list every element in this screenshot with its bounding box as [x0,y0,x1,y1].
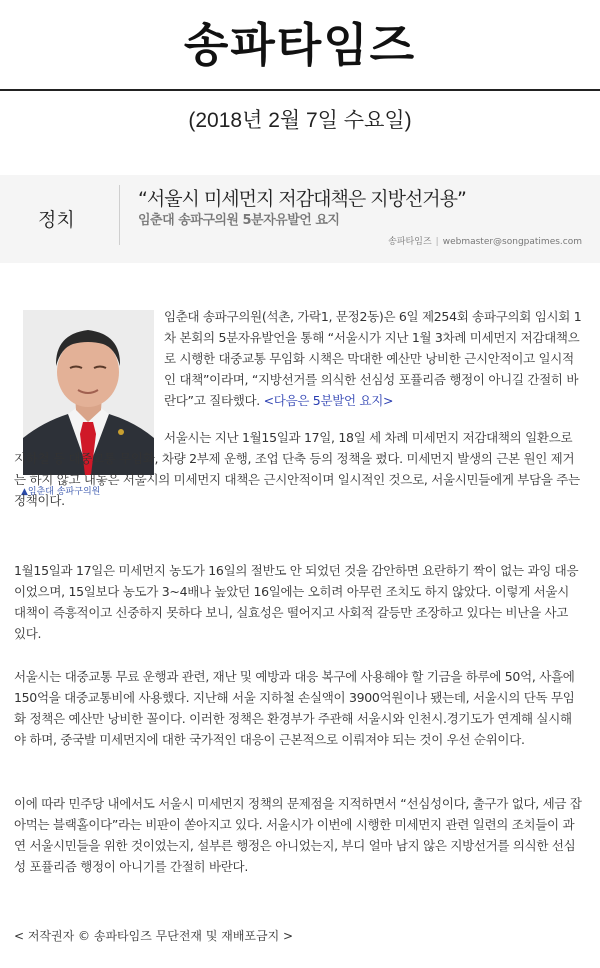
byline [388,234,582,247]
issue-date: (2018년 2월 7일 수요일) [188,109,412,132]
byline-name: 송파타임즈 [388,237,432,247]
byline-separator: | [435,237,439,247]
header-divider [119,185,120,245]
paragraph-3: 1월15일과 17일은 미세먼지 농도가 16일의 절반도 안 되었던 것을 감안하면 요란하기 짝이 없는 과잉 대응이었으며, 15일보다 농도가 3~4배나 높았던 16일에는 오히려 아무런 조치도 하지 않았다. 이렇게 서울시 대책이 즉흥적이고 신중하지 못하다 보니, 실효성은 떨어지고 사회적 갈등만 조장하고 있다는 비난을 사고 있다. [14,563,579,641]
paragraph-2: 서울시는 지난 1월15일과 17일, 18일 세 차례 미세먼지 저감대책의 일환으로 지하철 등 대중교통 무임화, 차량 2부제 운행, 조업 단축 등의 정책을 폈다. 미세먼지 발생의 근본 원인 제거는 하지 않고 내놓은 서울시의 미세먼지 대책은 근시안적이며 일시적인 것으로, 서울시민들에게 부담을 주는 정책이다. [14,430,580,508]
paragraph-5: 이에 따라 민주당 내에서도 서울시 미세먼지 정책의 문제점을 지적하면서 “선심성이다, 출구가 없다, 세금 잡아먹는 블랙홀이다”라는 비판이 쏟아지고 있다. 서울시가 이번에 시행한 미세먼지 관련 일련의 조치들이 과연 서울시민들을 위한 것이었는지, 설부른 행정은 아니었는지, 부디 얼마 남지 않은 지방선거를 의식한 선심성 포퓰리즘 행정이 아니기를 간절히 바란다. [14,796,582,874]
paragraph-4: 서울시는 대중교통 무료 운행과 관련, 재난 및 예방과 대응 복구에 사용해야 할 기금을 하루에 50억, 사흘에 150억을 대중교통비에 사용했다. 지난해 서울 지하철 손실액이 3900억원이나 됐는데, 서울시의 단독 무임화 정책은 예산만 낭비한 꼴이다. 이러한 정책은 환경부가 주관해 서울시와 인천시.경기도가 연계해 실시해야 하며, 중국발 미세먼지에 대한 국가적인 대응이 근본적으로 이뤄져야 되는 것이 우선 순위이다. [14,669,575,747]
masthead [0,0,600,90]
masthead-rule [0,89,600,91]
subheadline: 임춘대 송파구의원 5분자유발언 요지 [138,213,340,228]
byline-email[interactable]: webmaster@songpatimes.com [442,237,582,247]
section-label: 정치 [38,209,75,231]
copyright-notice: < 저작권자 © 송파타임즈 무단전재 및 재배포금지 > [14,929,294,943]
site-logo-title[interactable]: 송파타임즈 [183,18,417,72]
headline: “서울시 미세먼지 저감대책은 지방선거용” [138,188,466,210]
paragraph-1-text: 임춘대 송파구의원(석촌, 가락1, 문정2동)은 6일 제254회 송파구의회 임시회 1차 본회의 5분자유발언을 통해 “서울시가 지난 1월 3차례 미세먼지 저감대책으로 시행한 대중교통 무임화 시책은 막대한 예산만 낭비한 근시안적이고 일시적인 대책”이라며, “지방선거를 의식한 선심성 포퓰리즘 행정이 아니길 간절히 바란다”고 질타했다. [164,309,582,408]
article-header [0,175,600,263]
photo-caption: ▲임춘대 송파구의원 [21,487,101,497]
summary-link[interactable]: <다음은 5분발언 요지> [263,393,394,408]
paragraph-1 [164,306,582,411]
